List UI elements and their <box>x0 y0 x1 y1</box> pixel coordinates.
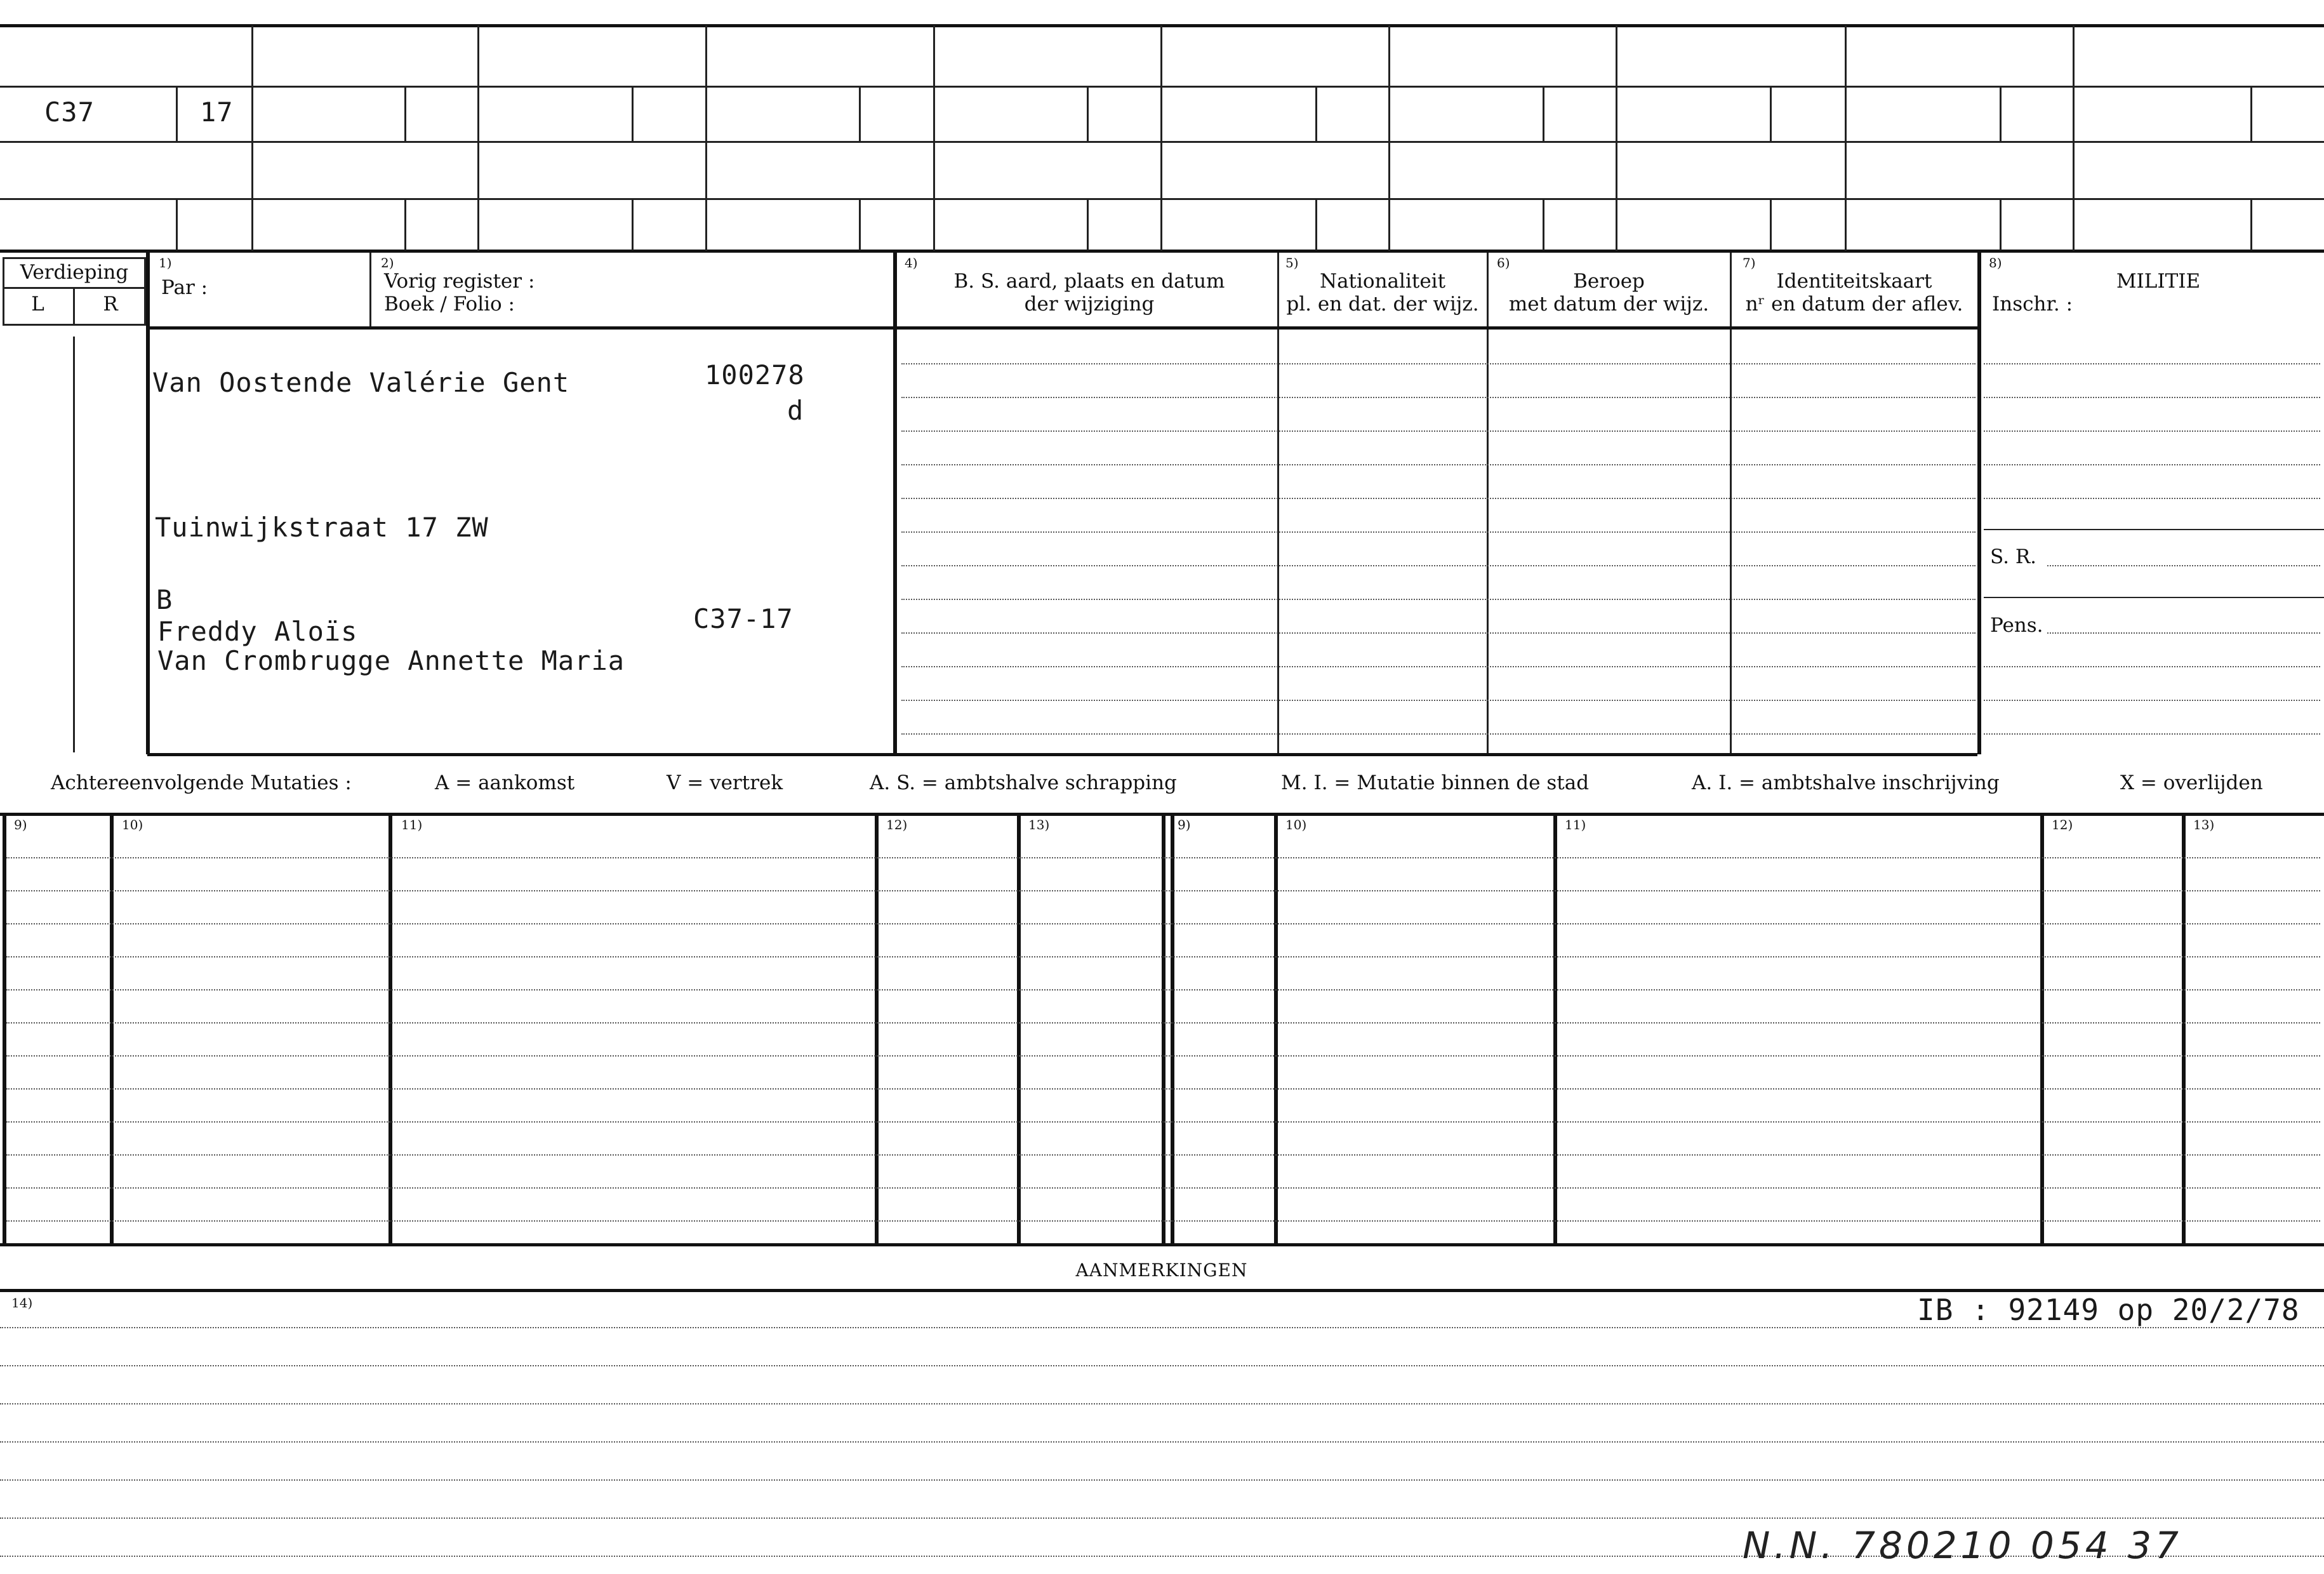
remarks-num: 14) <box>11 1295 33 1311</box>
col-ber-2: met datum der wijz. <box>1508 293 1710 316</box>
legend-title: Achtereenvolgende Mutaties : <box>51 771 352 794</box>
legend-x: X = overlijden <box>2120 771 2263 794</box>
col-reg-2: Boek / Folio : <box>384 293 515 316</box>
mut-col-10a: 10) <box>122 817 143 832</box>
col-id-num: 7) <box>1743 255 1756 270</box>
record-d: d <box>787 395 804 426</box>
col-nat-1: Nationaliteit <box>1319 270 1446 293</box>
col-par-num: 1) <box>159 255 172 270</box>
mut-col-9b: 9) <box>1178 817 1191 832</box>
legend-a: A = aankomst <box>435 771 575 794</box>
parent-name: Van Crombrugge Annette Maria <box>157 645 625 676</box>
legend-v: V = vertrek <box>667 771 783 794</box>
remarks-title: AANMERKINGEN <box>1075 1260 1248 1281</box>
col-mil-inschr: Inschr. : <box>1992 293 2073 316</box>
mut-col-13a: 13) <box>1028 817 1050 832</box>
mut-col-12b: 12) <box>2052 817 2073 832</box>
col-nat-2: pl. en dat. der wijz. <box>1286 293 1479 316</box>
col-ber-num: 6) <box>1497 255 1510 270</box>
col-par: Par : <box>161 276 208 299</box>
col-ber-1: Beroep <box>1573 270 1645 293</box>
mut-col-13b: 13) <box>2193 817 2215 832</box>
birth-date: 100278 <box>705 359 805 390</box>
mut-col-12a: 12) <box>886 817 908 832</box>
mut-col-11b: 11) <box>1565 817 1586 832</box>
col-reg-num: 2) <box>381 255 394 270</box>
register-number: 17 <box>200 97 234 128</box>
col-reg-1: Vorig register : <box>384 270 535 293</box>
record-ref: C37-17 <box>693 603 793 634</box>
legend-mi: M. I. = Mutatie binnen de stad <box>1281 771 1590 794</box>
floor-left: L <box>31 293 44 316</box>
col-id-2: nʳ en datum der aflev. <box>1745 293 1963 316</box>
mut-col-9a: 9) <box>14 817 27 832</box>
col-bs-1: B. S. aard, plaats en datum <box>953 270 1225 293</box>
legend-ai: A. I. = ambtshalve inschrijving <box>1692 771 2000 794</box>
first-names: Freddy Aloïs <box>157 616 358 647</box>
mil-sr: S. R. <box>1990 545 2037 568</box>
street-address: Tuinwijkstraat 17 ZW <box>155 512 489 543</box>
legend-as: A. S. = ambtshalve schrapping <box>870 771 1177 794</box>
mil-pens: Pens. <box>1990 614 2043 637</box>
col-mil-title: MILITIE <box>2116 270 2201 293</box>
col-id-1: Identiteitskaart <box>1776 270 1932 293</box>
record-b: B <box>156 584 173 615</box>
col-mil-num: 8) <box>1989 255 2002 270</box>
col-bs-num: 4) <box>905 255 918 270</box>
floor-right: R <box>103 293 118 316</box>
mut-col-11a: 11) <box>401 817 423 832</box>
register-code: C37 <box>44 97 95 128</box>
remark-ib: IB : 92149 op 20/2/78 <box>1917 1293 2300 1327</box>
resident-name: Van Oostende Valérie Gent <box>152 367 570 398</box>
national-number: N.N. 780210 054 37 <box>1743 1524 2182 1567</box>
col-nat-num: 5) <box>1285 255 1299 270</box>
col-bs-2: der wijziging <box>1024 293 1155 316</box>
floor-title: Verdieping <box>20 261 129 284</box>
mut-col-10b: 10) <box>1285 817 1307 832</box>
